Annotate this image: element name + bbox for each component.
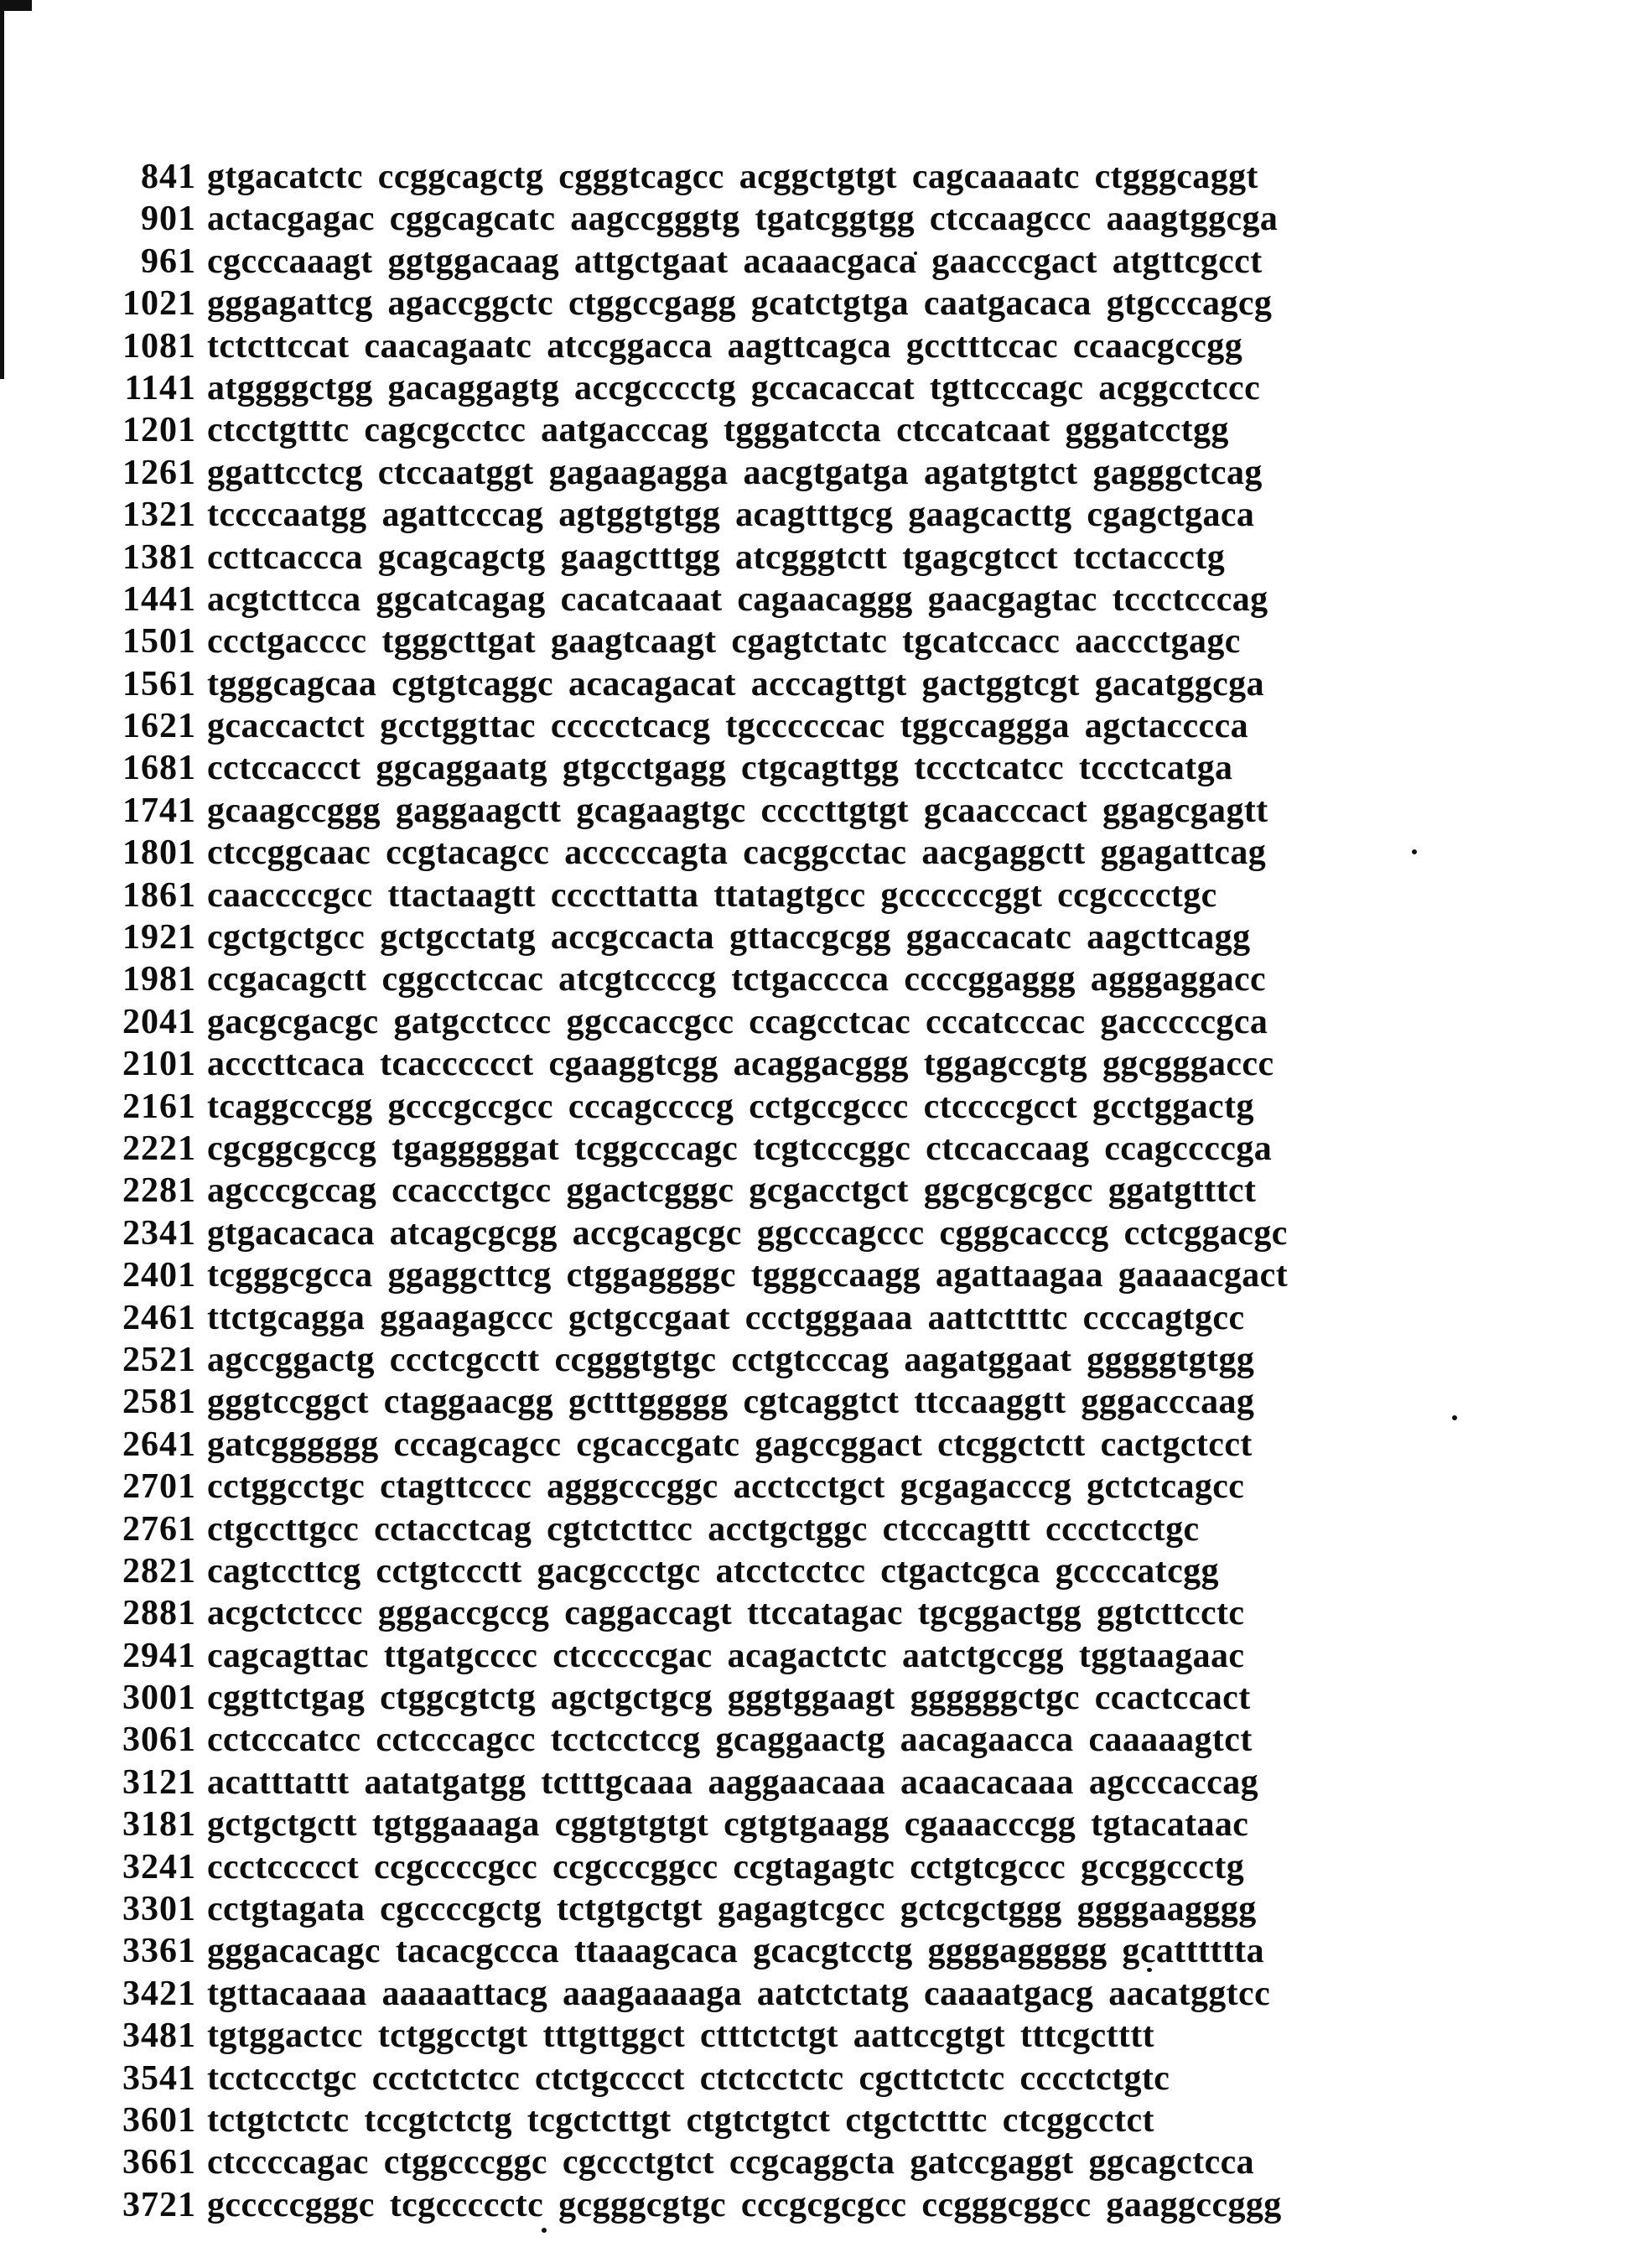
- sequence-line: [72, 1381, 1288, 1423]
- line-number: 3601: [122, 2100, 196, 2140]
- sequence-line: [72, 1888, 1288, 1930]
- sequence-line: [72, 1297, 1288, 1339]
- sequence-groups: gtgacacaca atcagcgcgg accgcagcgc ggcccagccc cgggcacccg cctcggacgc: [207, 1213, 1288, 1253]
- sequence-groups: actacgagac cggcagcatc aagccgggtg tgatcggtgg ctccaagccc aaagtggcga: [207, 200, 1279, 239]
- sequence-groups: ctgccttgcc cctacctcag cgtctcttcc acctgctggc ctcccagttt cccctcctgc: [207, 1509, 1200, 1549]
- line-number: 841: [141, 158, 196, 196]
- line-number: 1321: [122, 496, 196, 535]
- sequence-line: [72, 537, 1288, 579]
- sequence-line: [72, 2184, 1288, 2226]
- sequence-groups: agcccgccag ccaccctgcc ggactcgggc gcgacctgct ggcgcgcgcc ggatgtttct: [207, 1171, 1257, 1211]
- line-number: 1921: [122, 918, 196, 958]
- sequence-groups: ctccccagac ctggcccggc cgccctgtct ccgcaggcta gatccgaggt ggcagctcca: [207, 2143, 1255, 2182]
- sequence-line: [72, 156, 1288, 198]
- sequence-groups: cctcccatcc cctcccagcc tcctcctccg gcaggaactg aacagaacca caaaaagtct: [207, 1720, 1253, 1760]
- sequence-line: [72, 1930, 1288, 1972]
- sequence-line: [72, 1846, 1288, 1888]
- sequence-groups: ccttcaccca gcagcagctg gaagctttgg atcgggtctt tgagcgtcct tcctaccctg: [207, 537, 1226, 577]
- line-number: 3121: [122, 1762, 196, 1802]
- scan-artifact-corner: [0, 0, 32, 11]
- sequence-line: [72, 367, 1288, 409]
- sequence-groups: cgcggcgccg tgagggggat tcggcccagc tcgtcccggc ctccaccaag ccagccccga: [207, 1129, 1273, 1168]
- line-number: 2461: [122, 1298, 196, 1337]
- line-number: 2221: [122, 1129, 196, 1168]
- line-number: 1981: [122, 960, 196, 999]
- sequence-groups: gatcgggggg cccagcagcc cgcaccgatc gagccggact ctcggctctt cactgctcct: [207, 1425, 1253, 1464]
- sequence-line: [72, 875, 1288, 916]
- line-number: 1021: [122, 284, 196, 324]
- sequence-groups: caaccccgcc ttactaagtt ccccttatta ttatagtgcc gccccccggt ccgcccctgc: [207, 875, 1217, 915]
- sequence-line: [72, 1804, 1288, 1845]
- sequence-groups: gtgacatctc ccggcagctg cgggtcagcc acggctgtgt cagcaaaatc ctgggcaggt: [207, 158, 1258, 196]
- sequence-groups: cggttctgag ctggcgtctg agctgctgcg gggtggaagt ggggggctgc ccactccact: [207, 1679, 1251, 1718]
- sequence-groups: cctggcctgc ctagttcccc agggcccggc acctcctgct gcgagacccg gctctcagcc: [207, 1467, 1245, 1507]
- line-number: 2101: [122, 1045, 196, 1084]
- sequence-line: [72, 747, 1288, 789]
- sequence-line: [72, 1677, 1288, 1719]
- line-number: 1261: [122, 453, 196, 492]
- sequence-groups: acgctctccc gggaccgccg caggaccagt ttccatagac tgcggactgg ggtcttcctc: [207, 1594, 1245, 1633]
- sequence-line: [72, 916, 1288, 958]
- sequence-line: [72, 1592, 1288, 1634]
- line-number: 2881: [122, 1594, 196, 1633]
- sequence-groups: tcctccctgc ccctctctcc ctctgcccct ctctcctctc cgcttctctc cccctctgtc: [207, 2058, 1170, 2098]
- sequence-line: [72, 1719, 1288, 1761]
- sequence-groups: gcaccactct gcctggttac ccccctcacg tgccccccac tggccaggga agctacccca: [207, 707, 1248, 746]
- sequence-groups: cagcagttac ttgatgcccc ctcccccgac acagactctc aatctgccgg tggtaagaac: [207, 1636, 1245, 1675]
- sequence-listing: [72, 156, 1288, 2226]
- line-number: 3661: [122, 2143, 196, 2182]
- sequence-groups: gacgcgacgc gatgcctccc ggccaccgcc ccagcctcac cccatcccac gacccccgca: [207, 1002, 1268, 1041]
- sequence-line: [72, 1170, 1288, 1212]
- line-number: 1081: [122, 326, 196, 366]
- sequence-line: [72, 1001, 1288, 1043]
- sequence-groups: atggggctgg gacaggagtg accgcccctg gccacaccat tgttcccagc acggcctccc: [207, 368, 1261, 407]
- line-number: 1741: [122, 791, 196, 830]
- line-number: 3421: [122, 1974, 196, 2013]
- sequence-groups: ttctgcagga ggaagagccc gctgccgaat ccctgggaaa aattcttttc ccccagtgcc: [207, 1298, 1245, 1337]
- line-number: 2161: [122, 1087, 196, 1126]
- sequence-line: [72, 2099, 1288, 2141]
- line-number: 3301: [122, 1890, 196, 1929]
- line-number: 3361: [122, 1932, 196, 1971]
- sequence-groups: tctgtctctc tccgtctctg tcgctcttgt ctgtctgtct ctgctctttc ctcggcctct: [207, 2100, 1154, 2140]
- line-number: 901: [141, 200, 196, 239]
- sequence-line: [72, 958, 1288, 1000]
- line-number: 3541: [122, 2058, 196, 2098]
- sequence-groups: ctccggcaac ccgtacagcc acccccagta cacggcctac aacgaggctt ggagattcag: [207, 833, 1267, 873]
- sequence-groups: cagtccttcg cctgtccctt gacgccctgc atcctcctcc ctgactcgca gccccatcgg: [207, 1551, 1219, 1591]
- sequence-groups: gggagattcg agaccggctc ctggccgagg gcatctgtga caatgacaca gtgcccagcg: [207, 284, 1273, 324]
- sequence-line: [72, 198, 1288, 240]
- line-number: 1861: [122, 875, 196, 915]
- sequence-line: [72, 2058, 1288, 2099]
- line-number: 1441: [122, 579, 196, 619]
- line-number: 2941: [122, 1636, 196, 1675]
- sequence-line: [72, 1466, 1288, 1508]
- line-number: 1501: [122, 622, 196, 662]
- sequence-line: [72, 705, 1288, 747]
- sequence-line: [72, 620, 1288, 662]
- sequence-line: [72, 325, 1288, 367]
- line-number: 2041: [122, 1002, 196, 1041]
- sequence-groups: tccccaatgg agattcccag agtggtgtgg acagtttgcg gaagcacttg cgagctgaca: [207, 496, 1255, 535]
- sequence-line: [72, 1635, 1288, 1677]
- line-number: 1201: [122, 411, 196, 450]
- sequence-groups: acccttcaca tcacccccct cgaaggtcgg acaggacggg tggagccgtg ggcgggaccc: [207, 1045, 1274, 1084]
- line-number: 961: [141, 241, 196, 281]
- sequence-groups: ccctccccct ccgccccgcc ccgcccggcc ccgtagagtc cctgtcgccc gccggccctg: [207, 1847, 1245, 1887]
- sequence-line: [72, 494, 1288, 536]
- scan-artifact-edge: [0, 0, 4, 379]
- sequence-line: [72, 241, 1288, 283]
- sequence-line: [72, 1424, 1288, 1466]
- sequence-line: [72, 2015, 1288, 2057]
- sequence-groups: gcccccgggc tcgccccctc gcgggcgtgc cccgcgcgcc ccgggcggcc gaaggccggg: [207, 2185, 1282, 2224]
- sequence-line: [72, 832, 1288, 874]
- line-number: 3721: [122, 2185, 196, 2224]
- line-number: 2761: [122, 1509, 196, 1549]
- sequence-line: [72, 1043, 1288, 1085]
- sequence-groups: tcaggcccgg gcccgccgcc cccagccccg cctgccgccc ctccccgcct gcctggactg: [207, 1087, 1254, 1126]
- sequence-line: [72, 1508, 1288, 1550]
- sequence-groups: ccgacagctt cggcctccac atcgtccccg tctgacccca ccccggaggg agggaggacc: [207, 960, 1267, 999]
- line-number: 2821: [122, 1551, 196, 1591]
- sequence-groups: tgttacaaaa aaaaattacg aaagaaaaga aatctctatg caaaatgacg aacatggtcc: [207, 1974, 1271, 2013]
- sequence-groups: gggtccggct ctaggaacgg gctttggggg cgtcaggtct ttccaaggtt gggacccaag: [207, 1383, 1255, 1422]
- sequence-groups: ctcctgtttc cagcgcctcc aatgacccag tgggatccta ctccatcaat gggatcctgg: [207, 411, 1229, 450]
- sequence-line: [72, 663, 1288, 705]
- line-number: 3481: [122, 2016, 196, 2056]
- sequence-line: [72, 2141, 1288, 2183]
- line-number: 2281: [122, 1171, 196, 1211]
- sequence-groups: gcaagccggg gaggaagctt gcagaagtgc ccccttgtgt gcaacccact ggagcgagtt: [207, 791, 1268, 830]
- line-number: 2521: [122, 1340, 196, 1379]
- sequence-line: [72, 1086, 1288, 1128]
- sequence-groups: cctgtagata cgccccgctg tctgtgctgt gagagtcgcc gctcgctggg ggggaagggg: [207, 1890, 1257, 1929]
- sequence-groups: acatttattt aatatgatgg tctttgcaaa aaggaacaaa acaacacaaa agcccaccag: [207, 1762, 1259, 1802]
- sequence-line: [72, 1212, 1288, 1254]
- sequence-groups: tctcttccat caacagaatc atccggacca aagttcagca gcctttccac ccaacgccgg: [207, 326, 1243, 366]
- sequence-line: [72, 1550, 1288, 1592]
- line-number: 2341: [122, 1213, 196, 1253]
- sequence-line: [72, 579, 1288, 620]
- sequence-line: [72, 1254, 1288, 1296]
- sequence-groups: cgcccaaagt ggtggacaag attgctgaat acaaacgaca gaacccgact atgttcgcct: [207, 241, 1263, 281]
- sequence-line: [72, 283, 1288, 324]
- sequence-line: [72, 409, 1288, 451]
- sequence-groups: ggattcctcg ctccaatggt gagaagagga aacgtgatga agatgtgtct gagggctcag: [207, 453, 1263, 492]
- line-number: 1561: [122, 664, 196, 703]
- line-number: 2641: [122, 1425, 196, 1464]
- sequence-line: [72, 790, 1288, 832]
- sequence-groups: tgtggactcc tctggcctgt tttgttggct ctttctctgt aattccgtgt tttcgctttt: [207, 2016, 1155, 2056]
- sequence-groups: cctccaccct ggcaggaatg gtgcctgagg ctgcagttgg tccctcatcc tccctcatga: [207, 749, 1233, 788]
- sequence-groups: ccctgacccc tgggcttgat gaagtcaagt cgagtctatc tgcatccacc aaccctgagc: [207, 622, 1241, 662]
- scan-artifact-dot: [1452, 1415, 1457, 1420]
- sequence-line: [72, 1762, 1288, 1804]
- scan-artifact-dot: [542, 2228, 547, 2233]
- sequence-groups: tcgggcgcca ggaggcttcg ctggaggggc tgggccaagg agattaagaa gaaaacgact: [207, 1256, 1289, 1295]
- line-number: 1381: [122, 537, 196, 577]
- scan-artifact-dot: [1412, 849, 1417, 854]
- line-number: 3061: [122, 1720, 196, 1760]
- sequence-groups: tgggcagcaa cgtgtcaggc acacagacat acccagttgt gactggtcgt gacatggcga: [207, 664, 1264, 703]
- line-number: 1141: [124, 368, 196, 407]
- sequence-groups: acgtcttcca ggcatcagag cacatcaaat cagaacaggg gaacgagtac tccctcccag: [207, 579, 1268, 619]
- sequence-groups: gggacacagc tacacgccca ttaaagcaca gcacgtcctg ggggaggggg gcatttttta: [207, 1932, 1264, 1971]
- sequence-line: [72, 1973, 1288, 2015]
- sequence-line: [72, 1339, 1288, 1381]
- line-number: 1681: [122, 749, 196, 788]
- sequence-line: [72, 1128, 1288, 1170]
- line-number: 3181: [122, 1805, 196, 1845]
- sequence-groups: gctgctgctt tgtggaaaga cggtgtgtgt cgtgtgaagg cgaaacccgg tgtacataac: [207, 1805, 1249, 1845]
- line-number: 2401: [122, 1256, 196, 1295]
- sequence-groups: agccggactg ccctcgcctt ccgggtgtgc cctgtcccag aagatggaat gggggtgtgg: [207, 1340, 1255, 1379]
- sequence-line: [72, 452, 1288, 494]
- line-number: 3001: [122, 1679, 196, 1718]
- line-number: 2581: [122, 1383, 196, 1422]
- line-number: 1621: [122, 707, 196, 746]
- line-number: 3241: [122, 1847, 196, 1887]
- line-number: 2701: [122, 1467, 196, 1507]
- sequence-groups: cgctgctgcc gctgcctatg accgccacta gttaccgcgg ggaccacatc aagcttcagg: [207, 918, 1251, 958]
- line-number: 1801: [122, 833, 196, 873]
